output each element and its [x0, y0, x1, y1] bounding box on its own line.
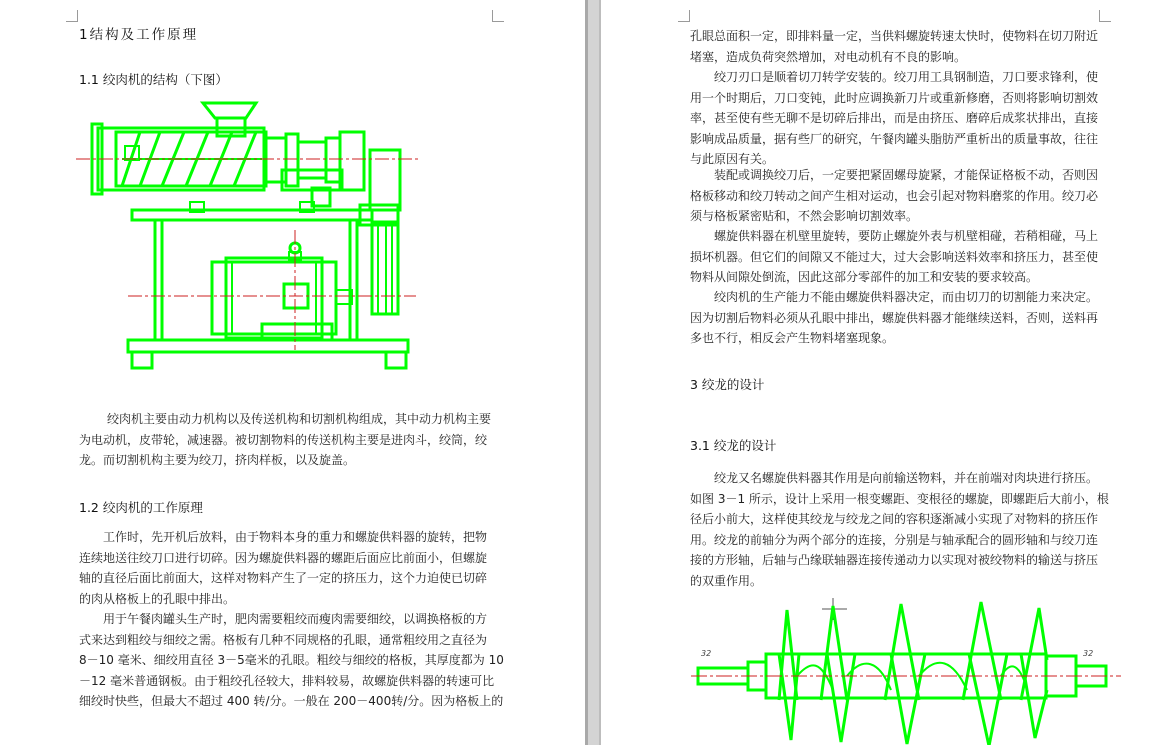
heading-3: 3 绞龙的设计 — [690, 377, 765, 392]
para-structure-line-2: 为电动机，皮带轮，减速器。被切割物料的传送机构主要是进肉斗，绞筒，绞 — [79, 432, 488, 447]
heading-3-1: 3.1 绞龙的设计 — [690, 438, 777, 453]
para-cont-line-2: 堵塞，造成负荷突然增加，对电动机有不良的影响。 — [690, 49, 967, 64]
para-blade — [690, 67, 1098, 170]
para-design-line-1: 绞龙又名螺旋供料器其作用是向前输送物料，并在前端对肉块进行挤压。 — [714, 471, 1099, 485]
auger-dim-right: 32 — [1083, 649, 1094, 658]
para-work-line-4: 的肉从格板上的孔眼中排出。 — [79, 591, 236, 606]
grinder-assembly-drawing — [0, 0, 420, 280]
heading-1-2: 1.2 绞肉机的工作原理 — [79, 500, 203, 515]
para-design-line-3: 径后小前大，这样使其绞龙与绞龙之间的容积逐渐减小实现了对物料的挤压作 — [690, 512, 1099, 527]
para-auger-design — [690, 468, 1109, 592]
para-screw-line-2: 损坏机器。但它们的间隙又不能过大，过大会影响送料效率和挤压力，甚至使 — [690, 249, 1099, 264]
page-gutter — [585, 0, 601, 745]
para-canned-line-4: －12 毫米普通钢板。由于粗绞孔径较大，排料较易，故螺旋供料器的转速可比 — [79, 673, 495, 688]
para-continued — [690, 26, 1098, 67]
para-work-line-3: 轴的直径后面比前面大，这样对物料产生了一定的挤压力，这个力迫使已切碎 — [79, 571, 488, 586]
para-structure-line-1: 绞肉机主要由动力机构以及传送机构和切割机构组成，其中动力机构主要 — [107, 412, 492, 426]
para-canned-line-5: 细绞时快些，但最大不超过 400 转/分。一般在 200－400转/分。因为格板上的 — [79, 694, 504, 709]
para-canned-line-3: 8－10 毫米、细绞用直径 3－5毫米的孔眼。粗绞与细绞的格板，其厚度都为 10 — [79, 653, 504, 668]
para-blade-line-1: 绞刀刃口是顺着切刀转学安装的。绞刀用工具钢制造，刀口要求锋利，使 — [714, 70, 1099, 84]
para-canned-meat — [79, 609, 504, 712]
para-design-line-6: 的双重作用。 — [690, 573, 763, 588]
para-screw-line-1: 螺旋供料器在机壁里旋转，要防止螺旋外表与机壁相碰，若稍相碰，马上 — [714, 229, 1099, 243]
para-structure — [79, 409, 491, 471]
para-capacity-line-2: 因为切割后物料必须从孔眼中排出，螺旋供料器才能继续送料，否则，送料再 — [690, 310, 1099, 325]
para-screw-feeder — [690, 226, 1098, 288]
para-canned-line-1: 用于午餐肉罐头生产时，肥肉需要粗绞而瘦肉需要细绞，以调换格板的方 — [103, 612, 488, 626]
para-canned-line-2: 式来达到粗绞与细绞之需。格板有几种不同规格的孔眼，通常粗绞用之直径为 — [79, 632, 488, 647]
para-capacity-line-1: 绞肉机的生产能力不能由螺旋供料器决定，而由切刀的切割能力来决定。 — [714, 290, 1099, 304]
para-design-line-2: 如图 3－1 所示，设计上采用一根变螺距、变根径的螺旋，即螺距后大前小，根 — [690, 491, 1109, 506]
para-capacity — [690, 287, 1098, 349]
para-assembly — [690, 165, 1098, 227]
para-work-line-1: 工作时，先开机后放料，由于物料本身的重力和螺旋供料器的旋转，把物 — [103, 530, 488, 544]
para-capacity-line-3: 多也不行，相反会产生物料堵塞现象。 — [690, 331, 895, 346]
para-assembly-line-3: 须与格板紧密贴和，不然会影响切割效率。 — [690, 209, 919, 224]
auger-dim-left: 32 — [701, 649, 712, 658]
para-screw-line-3: 物料从间隙处倒流，因此这部分零部件的加工和安装的要求较高。 — [690, 270, 1039, 285]
page-right — [601, 0, 1168, 745]
auger-drawing — [601, 590, 1168, 745]
para-work-principle — [79, 527, 487, 609]
para-assembly-line-1: 装配或调换绞刀后，一定要把紧固螺母旋紧，才能保证格板不动，否则因 — [714, 168, 1099, 182]
para-structure-line-3: 龙。而切割机构主要为绞刀，挤肉样板，以及旋盖。 — [79, 453, 356, 468]
para-blade-line-4: 影响成品质量，据有些厂的研究，午餐肉罐头脂肪严重析出的质量事故，往往 — [690, 131, 1099, 146]
heading-1-1: 1.1 绞肉机的结构（下图） — [79, 72, 228, 87]
para-design-line-4: 用。绞龙的前轴分为两个部分的连接，分别是与轴承配合的圆形轴和与绞刀连 — [690, 532, 1099, 547]
para-cont-line-1: 孔眼总面积一定，即排料量一定，当供料螺旋转速太快时，使物料在切刀附近 — [690, 29, 1099, 43]
heading-1: 1结构及工作原理 — [79, 27, 199, 43]
para-work-line-2: 连续地送往绞刀口进行切碎。因为螺旋供料器的螺距后面应比前面小，但螺旋 — [79, 550, 488, 565]
para-assembly-line-2: 格板移动和绞刀转动之间产生相对运动，也会引起对物料磨浆的作用。绞刀必 — [690, 188, 1099, 203]
gutter-shadow — [585, 0, 588, 745]
para-blade-line-5: 与此原因有关。 — [690, 152, 775, 167]
para-blade-line-2: 用一个时期后，刀口变钝，此时应调换新刀片或重新修磨，否则将影响切割效 — [690, 90, 1099, 105]
para-blade-line-3: 率，甚至使有些无聊不是切碎后排出，而是由挤压、磨碎后成浆状排出，直接 — [690, 111, 1099, 126]
para-design-line-5: 接的方形轴，后轴与凸缘联轴器连接传递动力以实现对被绞物料的输送与挤压 — [690, 553, 1099, 568]
